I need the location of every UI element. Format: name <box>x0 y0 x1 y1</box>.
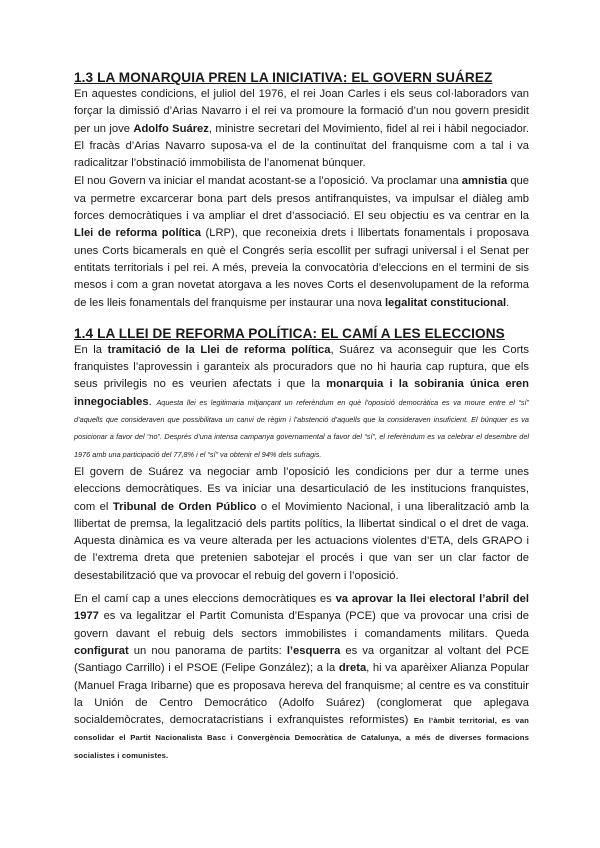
text-run: es va organitzar al voltant del PCE (Santiago Carrillo) i el PSOE (Felipe González); a la <box>74 644 530 675</box>
bold-term-adolfo-suarez: Adolfo Suárez <box>133 122 209 135</box>
paragraph-amnistia <box>74 173 529 311</box>
bold-term-monarquia: monarquia i la sobirania única eren innegociables <box>74 378 529 408</box>
text-run: o el Movimiento Nacional, i una liberalització amb la llibertat de premsa, la legalització dels partits polítics, la llibertat sindical o el dret de vaga. Aquesta dinàmica es va veure alterada per les actuacions violentes d’ETA, dels GRAPO i de l’extrema dreta que pretenien sabotejar el procés i que van ser un clar factor de desestabilització que va provocar el rebuig del govern i l’oposició. <box>74 500 529 582</box>
bold-term-llei-reforma: Llei de reforma política <box>74 227 201 240</box>
text-run: , Suárez va aconseguir que les Corts franquistes l’aprovessin i garanteix als procuradors que no hi hauria cap ruptura, que els seus privilegis no es veurien afectats i que la <box>74 343 530 391</box>
text-run: (LRP), que reconeixia drets i llibertats fonamentals i proposava unes Corts bicamerals en què el Congrés seria escollit per sufragi universal i el Senat per entitats territorials i pel rei. A més, preveia la convocatòria d’eleccions en el termini de sis mesos i com a gran novetat atorgava a les noves Corts el desenvolupament de la reforma de les lleis fonamentals del franquisme per instaurar una nova <box>74 227 529 309</box>
bold-term-tribunal: Tribunal de Orden Público <box>112 500 257 513</box>
text-run: . <box>148 395 157 408</box>
paragraph-govern-suarez <box>74 86 529 172</box>
text-run: es va legalitzar el Partit Comunista d’Espanya (PCE) que va provocar una crisi de govern davant el rebuig dels sectors immobilistes i comandaments militars. Queda <box>74 610 529 640</box>
text-run: En la <box>74 343 108 356</box>
bold-term-tramitacio: tramitació de la Llei de reforma política <box>107 343 331 356</box>
section-heading-1-4: 1.4 LA LLEI DE REFORMA POLÍTICA: EL CAMÍ A LES ELECCIONS <box>74 325 505 341</box>
text-run: un nou panorama de partits: <box>128 644 287 657</box>
text-run: El nou Govern va iniciar el mandat acostant-se a l’oposició. Va proclamar una <box>74 175 462 188</box>
bold-term-configurat: configurat <box>74 644 129 657</box>
note-ambit-territorial: En l’àmbit territorial, es van consolidar el Partit Nacionalista Basc i Convergència Democràtica de Catalunya, a més de diverses formacions socialistes i comunistes. <box>74 716 529 760</box>
bold-term-amnistia: amnistia <box>461 175 508 188</box>
bold-term-llei-electoral: va aprovar la llei electoral l’abril del 1977 <box>74 593 529 623</box>
note-referendum: Aquesta llei es legitimaria mitjançant un referèndum en què l’oposició democràtica es va moure entre el “sí” d’aquells que consideraven que possibilitava un canvi de règim i l’abstenció d’aquells que la consideraven insuficient. El búnquer es va posicionar a favor del “no”. Després d’una intensa campanya governamental a favor del “sí”, el referèndum es va celebrar el desembre del 1976 amb una participació del 77,8% i el “sí” va obtenir el 94% dels sufragis. <box>74 397 529 459</box>
paragraph-tramitacio <box>74 342 529 463</box>
paragraph-negociacio <box>74 464 529 585</box>
text-run: En aquestes condicions, el juliol del 1976, el rei Joan Carles i els seus col·laboradors van forçar la dimissió d’Arias Navarro i el rei va promoure la formació d’un nou govern presidit per un jove <box>74 88 529 135</box>
section-heading-1-3: 1.3 LA MONARQUIA PREN LA INICIATIVA: EL GOVERN SUÁREZ <box>74 70 493 85</box>
bold-term-legalitat: legalitat constitucional <box>384 296 507 309</box>
paragraph-eleccions <box>74 591 529 764</box>
bold-term-dreta: dreta <box>338 662 367 675</box>
text-run: El govern de Suárez va negociar amb l’oposició les condicions per dur a terme unes eleccions democràtiques. Es va iniciar una desarticulació de les institucions franquistes, com el <box>74 465 529 513</box>
text-run: que va permetre excarcerar bona part dels presos antifranquistes, va impulsar el diàleg amb forces democràtiques i va ampliar el dret d’associació. El seu objectiu es va centrar en la <box>74 175 530 223</box>
text-run: . <box>506 296 510 309</box>
text-run: , hi va aparèixer Alianza Popular (Manuel Fraga Iribarne) que es proposava hereva del franquisme; al centre es va constituir la Unión de Centro Democrático (Adolfo Suárez) (conglomerat que aplegava socialdemòcrates, democratacristians i exfranquistes reformistes) <box>74 662 529 727</box>
text-run: , ministre secretari del Movimiento, fidel al rei i hàbil negociador. El fracàs d’Arias Navarro suposa-va el de la continuïtat del franquisme com a tal i va radicalitzar l’obstinació immobilista de l’anomenat búnquer. <box>74 122 529 170</box>
bold-term-esquerra: l’esquerra <box>286 644 341 657</box>
document-page <box>74 70 529 764</box>
text-run: En el camí cap a unes eleccions democràtiques es <box>74 593 336 606</box>
